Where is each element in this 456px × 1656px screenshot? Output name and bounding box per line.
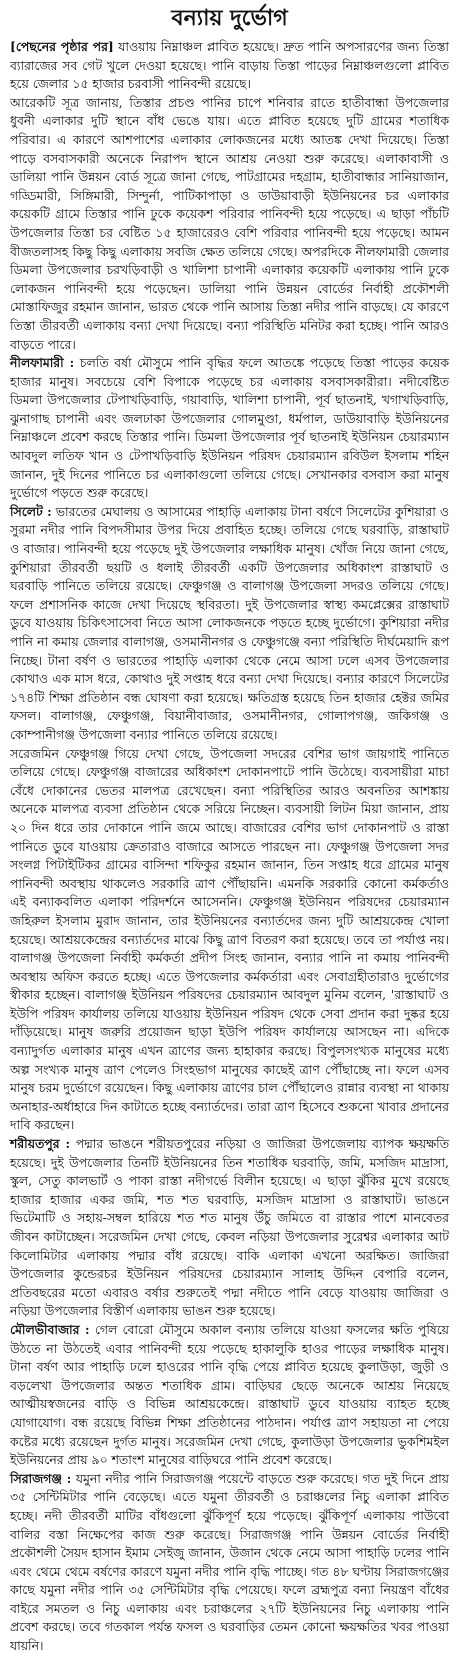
paragraph-text: গেল বোরো মৌসুমে অকাল বন্যায় তলিয়ে যাওয়া ফসলের ক্ষতি পুষিয়ে উঠতে না উঠতেই এবার পানিবন্দী হয়ে পড়েছে হাকালুকি হাওর পাড়ের লক্ষাধিক মানুষ। টানা বর্ষণ আর পাহাড়ি ঢলে হাওরের পানি বৃদ্ধি পেয়ে প্লাবিত হয়েছে কুলাউড়া, জুড়ী ও বড়লেখা উপজেলার অন্তত শতাধিক গ্রাম। বাড়িঘর ছেড়ে অনেকে আশ্রয় নিয়েছে আত্মীয়স্বজনের বাড়ি ও বিভিন্ন আশ্রয়কেন্দ্রে। রাস্তাঘাট ডুবে যাওয়ায় ব্যাহত হচ্ছে যোগাযোগ। বন্ধ রয়েছে বিভিন্ন শিক্ষা প্রতিষ্ঠানের পাঠদান। পর্যাপ্ত ত্রাণ সহায়তা না পেয়ে কষ্টের মধ্যে রয়েছেন দুর্গত মানুষ। সরেজমিন দেখা গেছে, কুলাউড়া উপজেলার ভুকশিমইল ইউনিয়নের প্রায় ৯০ শতাংশ মানুষের বাড়িঘরে পানি প্রবেশ করেছে। [10, 1321, 449, 1468]
paragraph-lead: সিলেট : [10, 503, 52, 519]
paragraph-lead: সিরাজগঞ্জ : [10, 1470, 72, 1486]
article-paragraph [10, 1321, 449, 1470]
paragraph-text: পদ্মার ভাঙনে শরীয়তপুরের নড়িয়া ও জাজিরা উপজেলায় ব্যাপক ক্ষয়ক্ষতি হয়েছে। দুই উপজেলার তিনটি ইউনিয়নের তিন শতাধিক ঘরবাড়ি, জমি, মসজিদ মাদ্রাসা, স্কুল, সেতু কালভার্ট ও পাকা রাস্তা নদীগর্ভে বিলীন হয়েছে। এ ছাড়া ঝুঁকির মুখে রয়েছে হাজার হাজার একর জমি, শত শত ঘরবাড়ি, মসজিদ মাদ্রাসা ও রাস্তাঘাট। ভাঙনে ভিটেমাটি ও সহায়-সম্বল হারিয়ে শত শত মানুষ উঁচু জমিতে বা রাস্তার পাশে মানবেতর জীবন কাটাচ্ছেন। সরেজমিন দেখা গেছে, কেবল নড়িয়া উপজেলার সুরেশ্বর এলাকার আট কিলোমিটার এলাকায় পদ্মার বাঁধ রয়েছে। বাকি এলাকা এখনো অরক্ষিত। জাজিরা উপজেলার কুন্ডেরচর ইউনিয়ন পরিষদের চেয়ারম্যান সালাহ উদ্দিন বেপারি বলেন, প্রতিবছরের মতো এবারও বর্ষার শুরুতেই পদ্মা নদীতে পানি বেড়ে যাওয়ায় জাজিরা ও নড়িয়া উপজেলার বিস্তীর্ণ এলাকায় ভাঙন শুরু হয়েছে। [10, 1136, 449, 1319]
article-paragraph [10, 354, 449, 503]
article-body [10, 38, 449, 1656]
article-paragraph [10, 38, 449, 94]
paragraph-text: যাওয়ায় নিম্নাঞ্চল প্লাবিত হয়েছে। দ্রুত পানি অপসারণের জন্য তিস্তা ব্যারাজের সব গেট খুলে দেওয়া হয়েছে। পানি বাড়ায় তিস্তা পাড়ের নিম্নাঞ্চলগুলো প্লাবিত হয়ে জেলার ১৫ হাজার চরবাসী পানিবন্দী রয়েছে। [10, 39, 449, 92]
paragraph-text: যমুনা নদীর পানি সিরাজগঞ্জ পয়েন্টে বাড়তে শুরু করেছে। গত দুই দিনে প্রায় ৩৫ সেন্টিমিটার পানি বেড়েছে। এতে যমুনা তীরবর্তী ও চরাঞ্চলের নিচু এলাকা প্লাবিত হচ্ছে। নদী তীরবর্তী মাটির বাঁধগুলো ঝুঁকিপূর্ণ হয়ে পড়েছে। ঝুঁকিপূর্ণ এলাকায় পাউবো বালির বস্তা নিক্ষেপের কাজ শুরু করেছে। সিরাজগঞ্জ পানি উন্নয়ন বোর্ডের নির্বাহী প্রকৌশলী সৈয়দ হাসান ইমাম সেইজু জানান, উজান থেকে নেমে আসা পাহাড়ি ঢলের পানি এবং থেমে থেমে বর্ষণের কারণে যমুনা নদীর পানি বৃদ্ধি পাচ্ছে। গত ৪৮ ঘণ্টায় সিরাজগঞ্জের কাছে যমুনা নদীর পানি ৩৫ সেন্টিমিটার বৃদ্ধি পেয়েছে। ফলে ব্রহ্মপুত্র বন্যা নিয়ন্ত্রণ বাঁধের বাইরে সমতল ও নিচু এলাকায় এবং চরাঞ্চলের ২৭টি ইউনিয়নের নিচু এলাকায় পানি প্রবেশ করছে। তবে গতকাল পর্যন্ত ফসল ও ঘরবাড়ির তেমন কোনো ক্ষয়ক্ষতির খবর পাওয়া যায়নি। [10, 1470, 449, 1654]
article-paragraph [10, 503, 449, 745]
article-paragraph [10, 1470, 449, 1656]
article-paragraph [10, 94, 449, 354]
paragraph-text: আরেকটি সূত্র জানায়, তিস্তার প্রচণ্ড পানির চাপে শনিবার রাতে হাতীবান্ধা উপজেলার ধুবনী এলাকার দুটি স্থানে বাঁধ ভেঙে যায়। এতে প্লাবিত হয়েছে দুটি গ্রামের শতাধিক পরিবার। এ কারণে আশপাশের এলাকার লোকজনের মধ্যে আতঙ্ক দেখা দিয়েছে। তিস্তা পাড়ে বসবাসকারী অনেকে নিরাপদ স্থানে আশ্রয় নেওয়া শুরু করেছে। এলাকাবাসী ও ডালিয়া পানি উন্নয়ন বোর্ড সূত্রে জানা গেছে, পাটগ্রামের দহগ্রাম, হাতীবান্ধার সানিয়াজান, গড্ডিমারী, সিঙ্গিমারী, সিন্দুর্না, পাটিকাপাড়া ও ডাউয়াবাড়ী ইউনিয়নের চর এলাকার কয়েকটি গ্রামে তিস্তার পানি ঢুকে কয়েকশ পরিবার পানিবন্দী হয়ে পড়েছে। এ ছাড়া পাঁচটি উপজেলার তিস্তা চর বেষ্টিত ১৫ হাজারেরও বেশি পরিবার পানিবন্দী হয়ে পড়েছে। আমন বীজতলাসহ কিছু কিছু এলাকায় সবজি ক্ষেত তলিয়ে গেছে। অপরদিকে নীলফামারী জেলার ডিমলা উপজেলার চরখড়িবাড়ী ও খালিশা চাপানী এলাকার কয়েকটি এলাকায় পানি ঢুকে লোকজন পানিবন্দী হয়ে পড়েছেন। ডালিয়া পানি উন্নয়ন বোর্ডের নির্বাহী প্রকৌশলী মোস্তাফিজুর রহমান জানান, ভারত থেকে পানি আসায় তিস্তা নদীর পানি বাড়ছে। যে কারণে তিস্তা তীরবর্তী এলাকায় বন্যা দেখা দিয়েছে। বন্যা পরিস্থিতি মনিটর করা হচ্ছে। পানি আরও বাড়তে পারে। [10, 94, 449, 352]
paragraph-text: ভারতের মেঘালয় ও আসামের পাহাড়ি এলাকায় টানা বর্ষণে সিলেটের কুশিয়ারা ও সুরমা নদীর পানি বিপদসীমার উপর দিয়ে প্রবাহিত হচ্ছে। তলিয়ে গেছে ঘরবাড়ি, রাস্তাঘাট ও বাজার। পানিবন্দী হয়ে পড়েছে দুই উপজেলার লক্ষাধিক মানুষ। খোঁজ নিয়ে জানা গেছে, কুশিয়ারা তীরবর্তী ছয়টি ও ধলাই তীরবর্তী একটি উপজেলার অধিকাংশ রাস্তাঘাট ও ঘরবাড়ি পানিতে তলিয়ে রয়েছে। ফেঞ্চুগঞ্জ ও বালাগঞ্জ উপজেলা সদরও তলিয়ে গেছে। ফলে প্রশাসনিক কাজে দেখা দিয়েছে স্থবিরতা। দুই উপজেলার স্বাস্থ্য কমপ্লেক্সের রাস্তাঘাট ডুবে যাওয়ায় চিকিৎসাসেবা নিতে আসা লোকজনকে পড়তে হচ্ছে দুর্ভোগে। কুশিয়ারা নদীর পানি না কমায় জেলার বালাগঞ্জ, ওসমানীনগর ও ফেঞ্চুগঞ্জে বন্যা পরিস্থিতি দীর্ঘমেয়াদি রূপ নিচ্ছে। টানা বর্ষণ ও ভারতের পাহাড়ি এলাকা থেকে নেমে আসা ঢলে এসব উপজেলার কোথাও এক মাস ধরে, কোথাও দুই সপ্তাহ ধরে বন্যা দেখা দিয়েছে। বন্যার কারণে সিলেটের ১৭৪টি শিক্ষা প্রতিষ্ঠান বন্ধ ঘোষণা করা হয়েছে। ক্ষতিগ্রস্ত হয়েছে তিন হাজার হেক্টর জমির ফসল। বালাগঞ্জ, ফেঞ্চুগঞ্জ, বিয়ানীবাজার, ওসমানীনগর, গোলাপগঞ্জ, জকিগঞ্জ ও কোম্পানীগঞ্জ উপজেলা বন্যার পানিতে তলিয়ে রয়েছে। [10, 503, 449, 742]
paragraph-lead: [পেছনের পৃষ্ঠার পর] [10, 39, 114, 54]
paragraph-lead: নীলফামারী : [10, 355, 75, 371]
paragraph-lead: শরীয়তপুর : [10, 1136, 71, 1152]
article-paragraph [10, 1135, 449, 1321]
article-headline: বন্যায় দুর্ভোগ [171, 6, 288, 31]
paragraph-lead: মৌলভীবাজার : [10, 1321, 90, 1337]
paragraph-text: সরেজমিন ফেঞ্চুগঞ্জ গিয়ে দেখা গেছে, উপজেলা সদরের বেশির ভাগ জায়গাই পানিতে তলিয়ে গেছে। ফেঞ্চুগঞ্জ বাজারের অধিকাংশ দোকানপাটে পানি উঠেছে। ব্যবসায়ীরা মাচা বেঁধে দোকানের ভেতর মালপত্র রেখেছেন। বন্যা পরিস্থিতির আরও অবনতির আশঙ্কায় অনেকে মালপত্র ব্যবসা প্রতিষ্ঠান থেকে সরিয়ে নিচ্ছেন। ব্যবসায়ী লিটন মিয়া জানান, প্রায় ২০ দিন ধরে তার দোকানে পানি জমে আছে। বাজারের বেশির ভাগ দোকানপাট ও রাস্তা পানিতে ডুবে যাওয়ায় ক্রেতারাও বাজারে আসতে পারছেন না। ফেঞ্চুগঞ্জ উপজেলা সদর সংলগ্ন পিটাইটিকর গ্রামের বাসিন্দা শফিকুর রহমান জানান, তিন সপ্তাহ ধরে গ্রামের মানুষ পানিবন্দী অবস্থায় থাকলেও সরকারি ত্রাণ পৌঁছায়নি। এমনকি সরকারি কোনো কর্মকর্তাও এই বন্যাকবলিত এলাকা পরিদর্শনে আসেননি। ফেঞ্চুগঞ্জ ইউনিয়ন পরিষদের চেয়ারম্যান জহিরুল ইসলাম মুরাদ জানান, তার ইউনিয়নের বন্যার্তদের জন্য দুটি আশ্রয়কেন্দ্র খোলা হয়েছে। আশ্রয়কেন্দ্রের বন্যার্তদের মাঝে কিছু ত্রাণ বিতরণ করা হয়েছে। তবে তা পর্যাপ্ত নয়। বালাগঞ্জ উপজেলা নির্বাহী কর্মকর্তা প্রদীপ সিংহ জানান, বন্যার পানি না কমায় পানিবন্দী অবস্থায় অফিস করতে হচ্ছে। এতে উপজেলার কর্মকর্তারা এবং সেবাগ্রহীতারাও দুর্ভোগের স্বীকার হচ্ছেন। বালাগঞ্জ ইউনিয়ন পরিষদের চেয়ারম্যান আবদুল মুনিম বলেন, 'রাস্তাঘাট ও ইউপি পরিষদ কার্যালয় তলিয়ে যাওয়ায় ইউনিয়ন পরিষদ থেকে সেবা প্রদান করা দুষ্কর হয়ে দাঁড়িয়েছে। মানুষ জরুরি প্রয়োজন ছাড়া ইউপি পরিষদ কার্যালয়ে আসছেন না। এদিকে বন্যাদুর্গত এলাকার মানুষ এখন ত্রাণের জন্য হাহাকার করছে। বিপুলসংখ্যক মানুষের মধ্যে অল্প সংখ্যক মানুষ ত্রাণ পেলেও সিংহভাগ মানুষের কাছেই ত্রাণ পৌঁছাচ্ছে না। ফলে এসব মানুষ চরম দুর্ভোগে রয়েছেন। কিছু এলাকায় ত্রাণের চাল পৌঁছালেও রান্নার ব্যবস্থা না থাকায় অনাহার-অর্ধাহারে দিন কাটাতে হচ্ছে বন্যার্তদের। তারা ত্রাণ হিসেবে শুকনো খাবার প্রদানের দাবি করছেন। [10, 745, 449, 1133]
paragraph-text: চলতি বর্ষা মৌসুমে পানি বৃদ্ধির ফলে আতঙ্কে পড়েছে তিস্তা পাড়ের কয়েক হাজার মানুষ। সবচেয়ে বেশি বিপাকে পড়েছে চর এলাকায় বসবাসকারীরা। নদীবেষ্টিত ডিমলা উপজেলার টেপাখড়িবাড়ি, গয়াবাড়ি, খালিশা চাপানী, পূর্ব ছাতনাই, খগাখড়িবাড়ি, ঝুনাগাছ চাপানী এবং জলঢাকা উপজেলার গোলমুণ্ডা, ধর্মপাল, ডাউয়াবাড়ি ইউনিয়নের নিম্নাঞ্চলে প্রবেশ করছে তিস্তার পানি। ডিমলা উপজেলার পূর্ব ছাতনাই ইউনিয়ন চেয়ারম্যান আবদুল লতিফ খান ও টেপাখড়িবাড়ি ইউনিয়ন পরিষদ চেয়ারম্যান রবিউল ইসলাম শহিন জানান, দুই দিনের পানিতে চর এলাকাগুলো তলিয়ে গেছে। সেখানকার বসবাস করা মানুষ দুর্ভোগে পড়তে শুরু করেছে। [10, 355, 450, 501]
article-paragraph [10, 745, 449, 1135]
